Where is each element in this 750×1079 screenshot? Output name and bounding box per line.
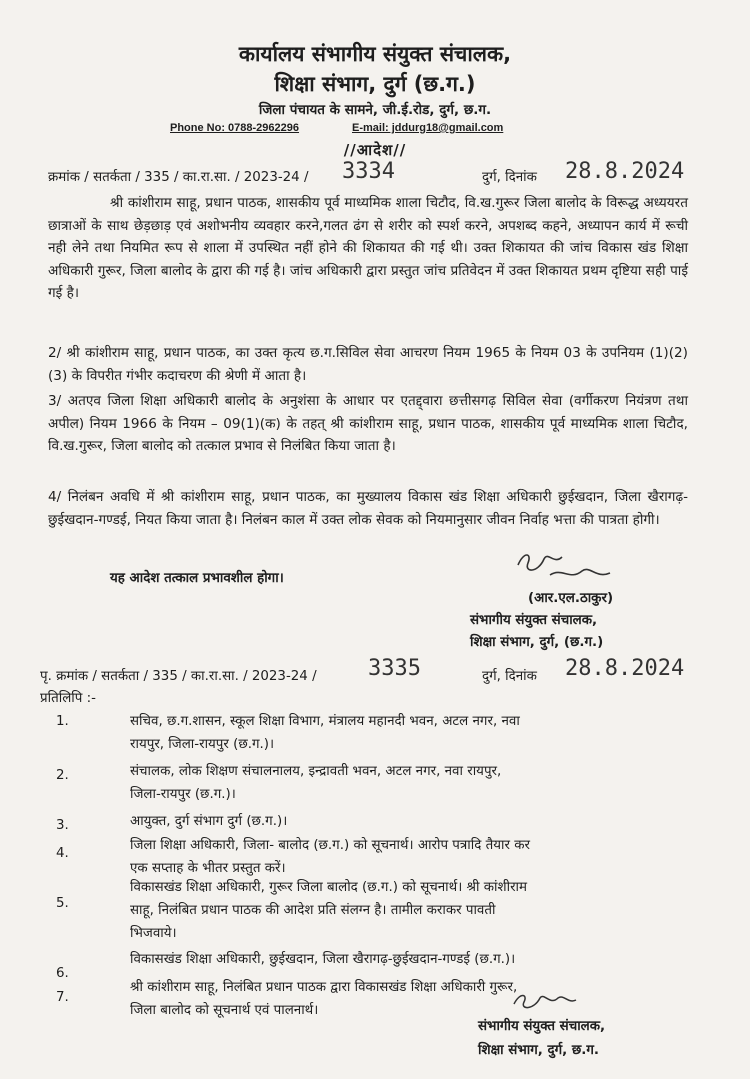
phone-number: Phone No: 0788-2962296 xyxy=(170,122,300,134)
signature-scribble-1 xyxy=(510,545,620,590)
signatory-designation-2: शिक्षा संभाग, दुर्ग, (छ.ग.) xyxy=(470,635,604,650)
copy-number: 5. xyxy=(56,896,69,911)
copy-line: साहू, निलंबित प्रधान पाठक की आदेश प्रति संलग्न है। तामील कराकर पावती xyxy=(130,903,496,918)
order-number-handwritten: 3334 xyxy=(342,159,395,184)
copy-item xyxy=(130,948,690,971)
signatory-designation-1: संभागीय संयुक्त संचालक, xyxy=(470,613,598,628)
copy-number: 1. xyxy=(56,714,69,729)
copy-line: सचिव, छ.ग.शासन, स्कूल शिक्षा विभाग, मंत्रालय महानदी भवन, अटल नगर, नवा xyxy=(130,714,520,729)
paragraph-4: 4/ निलंबन अवधि में श्री कांशीराम साहू, प्रधान पाठक, का मुख्यालय विकास खंड शिक्षा अधिकारी छुईखदान, जिला खैरागढ़-छुईखदान-गण्डई, नियत किया जाता है। निलंबन काल में उक्त लोक सेवक को नियमानुसार जीवन निर्वाह भत्ता की पात्रता होगी। xyxy=(48,489,688,528)
paragraph-3: 3/ अतएव जिला शिक्षा अधिकारी बालोद के अनुशंसा के आधार पर एतद्द्वारा छत्तीसगढ़ सिविल सेवा (वर्गीकरण नियंत्रण तथा अपील) नियम 1966 के नियम – 09(1)(क) के तहत् श्री कांशीराम साहू, प्रधान पाठक, शासकीय पूर्व माध्यमिक शाला चिटौद, वि.ख.गुरूर, जिला बालोद को तत्काल प्रभाव से निलंबित किया जाता है। xyxy=(48,393,688,455)
copy-item xyxy=(130,810,690,833)
copy-item xyxy=(130,976,690,1022)
copy-line: जिला बालोद को सूचनार्थ एवं पालनार्थ। xyxy=(130,1003,319,1018)
copy-number: 7. xyxy=(56,990,69,1005)
endorsement-date-handwritten: 28.8.2024 xyxy=(565,656,685,681)
copy-number: 3. xyxy=(56,818,69,833)
copy-line: भिजवाये। xyxy=(130,926,177,941)
copy-line: आयुक्त, दुर्ग संभाग दुर्ग (छ.ग.)। xyxy=(130,814,288,829)
copy-item xyxy=(130,710,690,756)
copy-line: एक सप्ताह के भीतर प्रस्तुत करें। xyxy=(130,861,286,876)
copy-line: श्री कांशीराम साहू, निलंबित प्रधान पाठक द्वारा विकासखंड शिक्षा अधिकारी गुरूर, xyxy=(130,980,518,995)
copy-line: जिला शिक्षा अधिकारी, जिला- बालोद (छ.ग.) को सूचनार्थ। आरोप पत्रादि तैयार कर xyxy=(130,838,530,853)
order-heading: //आदेश// xyxy=(343,141,407,159)
copy-item xyxy=(130,876,690,945)
copy-number: 6. xyxy=(56,966,69,981)
copy-label: प्रतिलिपि :- xyxy=(40,691,96,706)
copy-line: विकासखंड शिक्षा अधिकारी, गुरूर जिला बालोद (छ.ग.) को सूचनार्थ। श्री कांशीराम xyxy=(130,880,528,895)
office-address: जिला पंचायत के सामने, जी.ई.रोड, दुर्ग, छ.ग. xyxy=(258,102,492,118)
signature-scribble-2 xyxy=(510,988,580,1014)
copy-line: संचालक, लोक शिक्षण संचालनालय, इन्द्रावती भवन, अटल नगर, नवा रायपुर, xyxy=(130,764,502,779)
office-title-line2: शिक्षा संभाग, दुर्ग (छ.ग.) xyxy=(274,72,476,96)
paragraph-2: 2/ श्री कांशीराम साहू, प्रधान पाठक, का उक्त कृत्य छ.ग.सिविल सेवा आचरण नियम 1965 के नियम 03 के उपनियम (1)(2)(3) के विपरीत गंभीर कदाचरण की श्रेणी में आता है। xyxy=(48,345,688,384)
copy-line: जिला-रायपुर (छ.ग.)। xyxy=(130,787,236,802)
effective-statement: यह आदेश तत्काल प्रभावशील होगा। xyxy=(110,571,284,586)
paragraph-1: श्री कांशीराम साहू, प्रधान पाठक, शासकीय पूर्व माध्यमिक शाला चिटौद, वि.ख.गुरूर जिला बालोद के विरूद्ध अध्ययरत छात्राओं के साथ छेड़छाड़ एवं अशोभनीय व्यवहार करने,गलत ढंग से शरीर को स्पर्श करने, अपशब्द कहने, अध्यापन कार्य में रूची नही लेने तथा नियमित रूप से शाला में उपस्थित नहीं होने की शिकायत की गई थी। उक्त शिकायत की जांच विकास खंड शिक्षा अधिकारी गुरूर, जिला बालोद के द्वारा की गई है। जांच अधिकारी द्वारा प्रस्तुत जांच प्रतिवेदन में उक्त शिकायत प्रथम दृष्टिया सही पाई गई है। xyxy=(48,195,688,302)
copy-item xyxy=(130,760,690,806)
order-number-prefix: क्रमांक / सतर्कता / 335 / का.रा.सा. / 2023-24 / xyxy=(48,170,309,185)
email-address: E-mail: jddurg18@gmail.com xyxy=(352,122,504,134)
order-date-label: दुर्ग, दिनांक xyxy=(482,170,537,185)
signature2-designation-2: शिक्षा संभाग, दुर्ग, छ.ग. xyxy=(478,1043,600,1058)
order-date-handwritten: 28.8.2024 xyxy=(565,159,685,184)
endorsement-number-prefix: पृ. क्रमांक / सतर्कता / 335 / का.रा.सा. / 2023-24 / xyxy=(40,669,317,684)
signatory-name: (आर.एल.ठाकुर) xyxy=(528,591,614,606)
office-title-line1: कार्यालय संभागीय संयुक्त संचालक, xyxy=(238,42,512,66)
endorsement-number-handwritten: 3335 xyxy=(368,656,421,681)
copy-line: विकासखंड शिक्षा अधिकारी, छुईखदान, जिला खैरागढ़-छुईखदान-गण्डई (छ.ग.)। xyxy=(130,952,516,967)
copy-item xyxy=(130,834,690,880)
copy-number: 4. xyxy=(56,846,69,861)
endorsement-date-label: दुर्ग, दिनांक xyxy=(482,669,537,684)
copy-line: रायपुर, जिला-रायपुर (छ.ग.)। xyxy=(130,737,275,752)
copy-number: 2. xyxy=(56,768,69,783)
signature2-designation-1: संभागीय संयुक्त संचालक, xyxy=(478,1019,606,1034)
